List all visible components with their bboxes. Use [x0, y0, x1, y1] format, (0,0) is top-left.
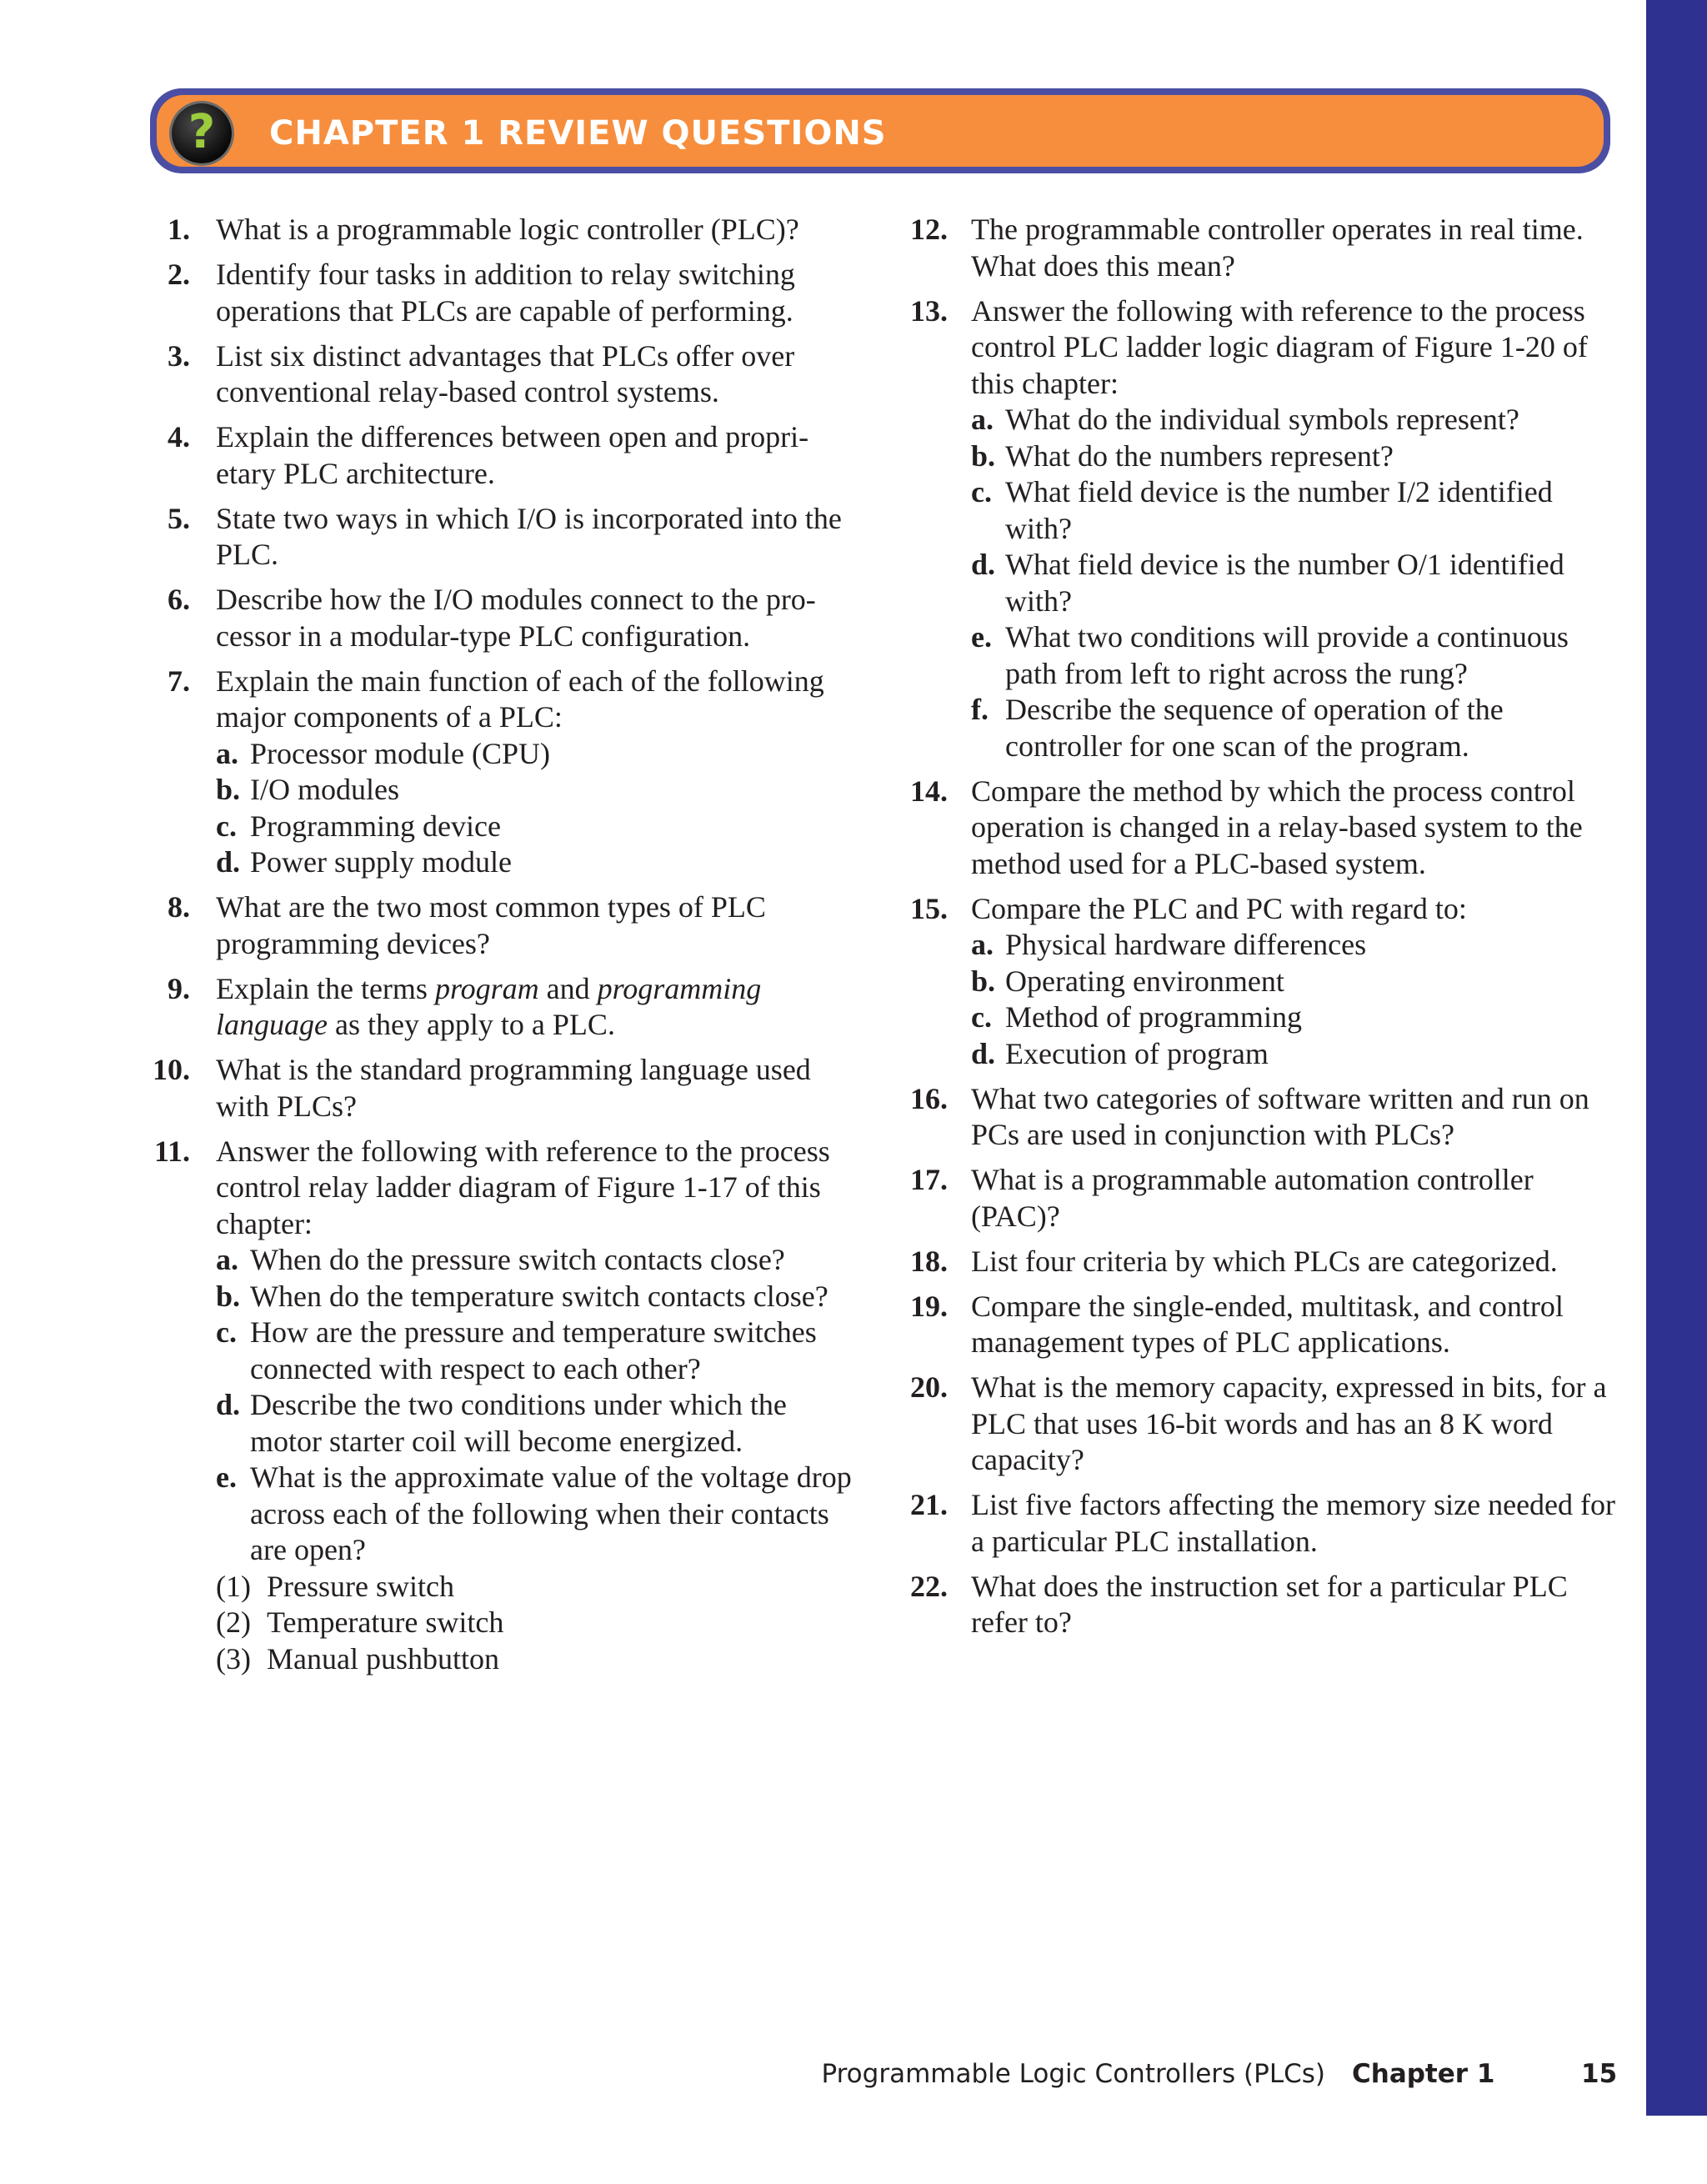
question-number: 19.	[910, 1289, 948, 1323]
question-15	[902, 891, 1619, 1073]
question-7	[147, 664, 855, 881]
question-text: State two ways in which I/O is incorporated into the PLC.	[216, 501, 842, 571]
page-number: 15	[1581, 2059, 1618, 2089]
question-number: 12.	[910, 213, 948, 246]
italic-term: program	[434, 971, 539, 1005]
question-mark-icon: ?	[172, 103, 232, 163]
question-1	[147, 212, 855, 248]
question-number: 21.	[910, 1488, 948, 1521]
sub-question: e. What is the approximate value of the voltage drop across each of the following when their contacts are open?	[216, 1460, 852, 1566]
question-13	[902, 293, 1619, 765]
question-text: What two categories of software written and run on PCs are used in conjunction with PLCs?	[971, 1081, 1589, 1151]
question-number: 5.	[168, 501, 190, 535]
question-text: Compare the single-ended, multitask, and control management types of PLC applications.	[971, 1289, 1564, 1359]
sub-question: d. Power supply module	[216, 845, 512, 879]
question-number: 14.	[910, 774, 948, 808]
question-number: 11.	[153, 1134, 190, 1168]
sub-question: e. What two conditions will provide a continuous path from left to right across the rung?	[971, 620, 1569, 690]
question-text: Identify four tasks in addition to relay switching operations that PLCs are capable of performing.	[216, 258, 795, 328]
question-text: Explain the differences between open and propri-etary PLC architecture.	[216, 420, 809, 490]
question-text: List six distinct advantages that PLCs offer over conventional relay-based control systems.	[216, 338, 795, 408]
question-9	[147, 971, 855, 1044]
question-number: 20.	[910, 1370, 948, 1404]
question-text: What are the two most common types of PLC programming devices?	[216, 890, 766, 960]
question-8	[147, 889, 855, 962]
question-text: Describe how the I/O modules connect to the pro-cessor in a modular-type PLC configuration.	[216, 583, 816, 653]
italic-term: programming language	[216, 971, 762, 1041]
question-17	[902, 1162, 1619, 1235]
footer-chapter: Chapter 1	[1352, 2059, 1495, 2089]
question-14	[902, 774, 1619, 883]
question-text: Explain the terms program and programming language as they apply to a PLC.	[216, 971, 762, 1041]
question-4	[147, 419, 855, 492]
question-2	[147, 257, 855, 329]
question-11	[147, 1134, 855, 1678]
question-16	[902, 1081, 1619, 1154]
question-text: What does the instruction set for a particular PLC refer to?	[971, 1569, 1568, 1639]
question-number: 9.	[168, 971, 190, 1005]
sub-question: b. When do the temperature switch contacts close?	[216, 1279, 828, 1313]
sub-question: c. Method of programming	[971, 1000, 1302, 1034]
question-10	[147, 1052, 855, 1125]
sub-question: f. Describe the sequence of operation of the controller for one scan of the program.	[971, 693, 1504, 763]
question-number: 17.	[910, 1163, 948, 1196]
question-text: Answer the following with reference to the process control PLC ladder logic diagram of Figure 1-20 of this chapter:	[971, 293, 1588, 400]
banner-title: CHAPTER 1 REVIEW QUESTIONS	[269, 114, 887, 153]
question-22	[902, 1569, 1619, 1641]
question-number: 22.	[910, 1569, 948, 1603]
question-number: 8.	[168, 890, 190, 924]
sub-question: b. I/O modules	[216, 773, 399, 806]
question-number: 18.	[910, 1244, 948, 1278]
question-text: List four criteria by which PLCs are categorized.	[971, 1244, 1558, 1278]
numbered-item: (2) Temperature switch	[216, 1605, 504, 1639]
question-19	[902, 1289, 1619, 1361]
question-20	[902, 1370, 1619, 1479]
question-number: 7.	[168, 664, 190, 698]
question-text: What is the memory capacity, expressed in bits, for a PLC that uses 16-bit words and has an 8 K word capacity?	[971, 1370, 1607, 1476]
question-5	[147, 501, 855, 574]
sub-question: a. Physical hardware differences	[971, 928, 1367, 961]
sub-question: b. Operating environment	[971, 964, 1284, 998]
sub-question: b. What do the numbers represent?	[971, 438, 1394, 473]
question-21	[902, 1487, 1619, 1560]
question-number: 2.	[168, 258, 190, 291]
question-text: What is a programmable logic controller (PLC)?	[216, 213, 799, 246]
sub-question: a. What do the individual symbols represent?	[971, 403, 1519, 436]
sub-question: d. Execution of program	[971, 1036, 1269, 1070]
sub-question: a. Processor module (CPU)	[216, 736, 550, 770]
question-text: What is a programmable automation controller (PAC)?	[971, 1163, 1534, 1233]
question-text: Explain the main function of each of the following major components of a PLC:	[216, 664, 824, 734]
question-number: 16.	[910, 1081, 948, 1115]
question-text: What is the standard programming language used with PLCs?	[216, 1053, 811, 1123]
question-number: 3.	[168, 338, 190, 373]
question-text: List five factors affecting the memory size needed for a particular PLC installation.	[971, 1488, 1616, 1558]
sub-question: c. How are the pressure and temperature switches connected with respect to each other?	[216, 1315, 817, 1385]
sub-question: d. What field device is the number O/1 identified with?	[971, 548, 1564, 618]
question-18	[902, 1244, 1619, 1280]
question-text: Answer the following with reference to the process control relay ladder diagram of Figure 1-17 of this chapter:	[216, 1134, 830, 1240]
right-column	[902, 212, 1619, 1650]
question-text: The programmable controller operates in real time. What does this mean?	[971, 213, 1584, 283]
footer-book-title: Programmable Logic Controllers (PLCs)	[821, 2059, 1325, 2089]
question-number: 15.	[910, 891, 948, 925]
question-number: 10.	[153, 1053, 190, 1086]
question-text: Compare the PLC and PC with regard to:	[971, 891, 1467, 925]
sub-question: a. When do the pressure switch contacts close?	[216, 1243, 785, 1276]
side-bar	[1646, 0, 1707, 2116]
sub-question: c. What field device is the number I/2 identified with?	[971, 475, 1553, 545]
sub-question: d. Describe the two conditions under which the motor starter coil will become energized.	[216, 1388, 787, 1458]
question-number: 6.	[168, 583, 190, 616]
question-number: 1.	[168, 213, 190, 246]
question-number: 4.	[168, 420, 190, 453]
question-number: 13.	[910, 293, 948, 328]
left-column	[147, 212, 855, 1686]
question-12	[902, 212, 1619, 284]
numbered-item: (3) Manual pushbutton	[216, 1641, 499, 1676]
sub-question: c. Programming device	[216, 809, 501, 843]
question-text: Compare the method by which the process control operation is changed in a relay-based system to the method used for a PLC-based system.	[971, 774, 1583, 880]
question-3	[147, 338, 855, 411]
question-6	[147, 582, 855, 654]
numbered-item: (1) Pressure switch	[216, 1569, 454, 1603]
